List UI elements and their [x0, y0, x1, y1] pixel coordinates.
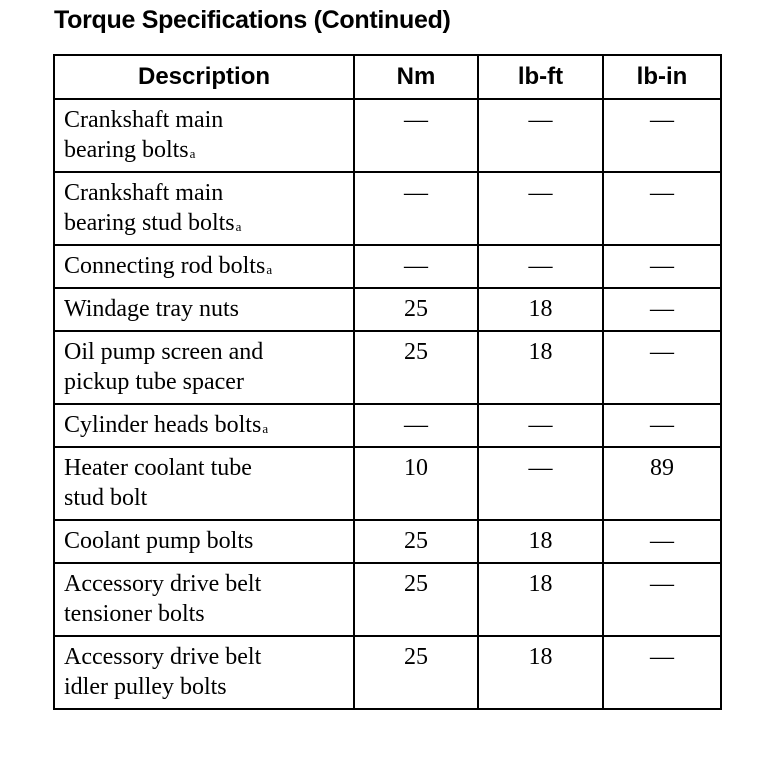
- lb-in-value: —: [603, 245, 721, 288]
- lb-in-value: —: [603, 99, 721, 172]
- nm-value: 10: [354, 447, 478, 520]
- lb-ft-value: —: [478, 447, 603, 520]
- nm-value: 25: [354, 520, 478, 563]
- lb-in-value: —: [603, 404, 721, 447]
- description-line: [64, 251, 345, 281]
- lb-in-value: —: [603, 172, 721, 245]
- description-line: Coolant pump bolts: [64, 528, 254, 554]
- lb-in-value: —: [603, 288, 721, 331]
- nm-value: 25: [354, 636, 478, 709]
- table-row: [54, 99, 721, 172]
- description-line: Heater coolant tube: [64, 455, 252, 481]
- nm-value: 25: [354, 331, 478, 404]
- nm-value: —: [354, 404, 478, 447]
- table-row: [54, 172, 721, 245]
- description-line: pickup tube spacer: [64, 369, 244, 395]
- table-row: [54, 636, 721, 709]
- lb-ft-value: —: [478, 172, 603, 245]
- nm-value: 25: [354, 288, 478, 331]
- footnote-marker: a: [189, 146, 196, 161]
- description-cell: [54, 99, 354, 172]
- description-cell: [54, 331, 354, 404]
- description-line: tensioner bolts: [64, 601, 205, 627]
- lb-ft-value: 18: [478, 288, 603, 331]
- lb-ft-value: —: [478, 99, 603, 172]
- footnote-marker: a: [266, 262, 273, 277]
- table-row: [54, 563, 721, 636]
- footnote-marker: a: [262, 421, 269, 436]
- description-line: Accessory drive belt: [64, 644, 262, 670]
- table-body: [54, 99, 721, 709]
- lb-in-value: —: [603, 563, 721, 636]
- lb-ft-value: —: [478, 404, 603, 447]
- description-line: [64, 208, 345, 238]
- lb-ft-value: —: [478, 245, 603, 288]
- table-row: [54, 245, 721, 288]
- nm-value: —: [354, 99, 478, 172]
- footnote-marker: a: [235, 219, 242, 234]
- description-line: Windage tray nuts: [64, 296, 239, 322]
- nm-value: —: [354, 245, 478, 288]
- column-header-lb-ft: lb-ft: [478, 55, 603, 99]
- description-text: Connecting rod bolts: [64, 253, 266, 279]
- description-cell: [54, 563, 354, 636]
- description-cell: [54, 245, 354, 288]
- lb-ft-value: 18: [478, 331, 603, 404]
- page-title: Torque Specifications (Continued): [54, 6, 451, 34]
- torque-spec-table: [53, 54, 722, 710]
- lb-in-value: —: [603, 520, 721, 563]
- nm-value: 25: [354, 563, 478, 636]
- lb-in-value: —: [603, 636, 721, 709]
- description-cell: [54, 288, 354, 331]
- lb-in-value: —: [603, 331, 721, 404]
- description-cell: [54, 404, 354, 447]
- description-text: Cylinder heads bolts: [64, 412, 262, 438]
- description-line: stud bolt: [64, 485, 148, 511]
- description-line: Oil pump screen and: [64, 339, 264, 365]
- description-line: Accessory drive belt: [64, 571, 262, 597]
- description-text: bearing bolts: [64, 137, 189, 163]
- description-line: idler pulley bolts: [64, 674, 227, 700]
- column-header-lb-in: lb-in: [603, 55, 721, 99]
- column-header-nm: Nm: [354, 55, 478, 99]
- description-text: bearing stud bolts: [64, 210, 235, 236]
- table-row: [54, 447, 721, 520]
- column-header-description: Description: [54, 55, 354, 99]
- lb-in-value: 89: [603, 447, 721, 520]
- description-cell: [54, 447, 354, 520]
- description-line: Crankshaft main: [64, 180, 224, 206]
- description-cell: [54, 172, 354, 245]
- description-cell: [54, 636, 354, 709]
- table-row: [54, 520, 721, 563]
- description-line: [64, 410, 345, 440]
- lb-ft-value: 18: [478, 520, 603, 563]
- description-line: [64, 135, 345, 165]
- lb-ft-value: 18: [478, 636, 603, 709]
- table-row: [54, 404, 721, 447]
- table-row: [54, 331, 721, 404]
- nm-value: —: [354, 172, 478, 245]
- header-row: [54, 55, 721, 99]
- description-line: Crankshaft main: [64, 107, 224, 133]
- table-row: [54, 288, 721, 331]
- description-cell: [54, 520, 354, 563]
- lb-ft-value: 18: [478, 563, 603, 636]
